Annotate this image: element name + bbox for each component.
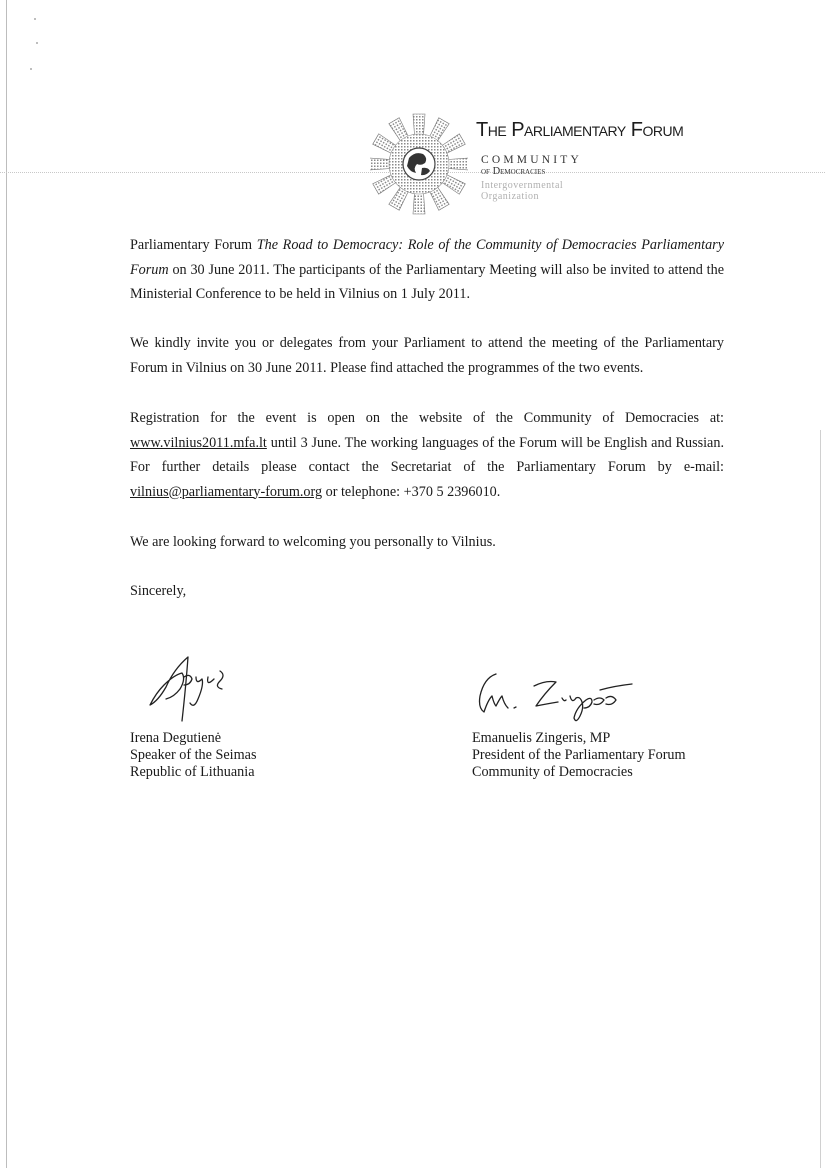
scan-speck	[30, 68, 32, 70]
letterhead-subtitle: COMMUNITY	[481, 154, 582, 166]
paragraph-text: until 3 June. The working languages of the Forum will be English and Russian. For further details please contact the Secretariat of the Parliamentary Forum by e-mail:	[130, 434, 724, 475]
body-paragraph	[130, 406, 724, 504]
website-link[interactable]: www.vilnius2011.mfa.lt	[130, 434, 267, 451]
paragraph-text: Registration for the event is open on the website of the Community of Democracies at:	[130, 410, 724, 426]
page-edge	[6, 0, 7, 1168]
signature-zingeris	[474, 668, 634, 726]
signatory-name: Irena Degutienė	[130, 730, 221, 746]
signature-degutiene	[144, 655, 244, 723]
signatory-org: Community of Democracies	[472, 764, 633, 780]
body-paragraph: We kindly invite you or delegates from your Parliament to attend the meeting of the Parliamentary Forum in Vilnius on 30 June 2011. Please find attached the programmes of the two events.	[130, 335, 724, 376]
scan-speck	[34, 18, 36, 20]
letterhead-subtitle-line: Intergovernmental	[481, 180, 564, 191]
signatory-name: Emanuelis Zingeris, MP	[472, 730, 611, 746]
letterhead-subtitle: of Democracies	[481, 166, 546, 177]
letterhead-title: The Parliamentary Forum	[476, 119, 684, 141]
signatory-org: Republic of Lithuania	[130, 764, 255, 780]
email-link[interactable]: vilnius@parliamentary-forum.org	[130, 483, 323, 500]
scan-speck	[36, 42, 38, 44]
body-paragraph: We are looking forward to welcoming you personally to Vilnius.	[130, 534, 496, 550]
signatory-title: President of the Parliamentary Forum	[472, 747, 686, 763]
paragraph-text: Parliamentary Forum	[130, 237, 257, 253]
signatory-right	[472, 730, 686, 781]
paragraph-text: on 30 June 2011. The participants of the Parliamentary Meeting will also be invited to attend the Ministerial Conference to be held in Vilnius on 1 July 2011.	[130, 261, 724, 302]
page-edge	[820, 430, 821, 1168]
forum-logo-emblem-icon	[370, 112, 468, 216]
paragraph-text: or telephone: +370 5 2396010.	[322, 483, 501, 500]
meeting-title: The Road to Democracy: Role of the Community of Democracies Parliamentary Forum	[130, 237, 724, 278]
letterhead-subtitle-faint	[481, 180, 563, 202]
letterhead-subtitle-line: Organization	[481, 191, 540, 202]
signatory-title: Speaker of the Seimas	[130, 747, 257, 763]
signatory-left	[130, 730, 256, 781]
body-paragraph	[130, 233, 724, 307]
closing-salutation: Sincerely,	[130, 583, 187, 599]
